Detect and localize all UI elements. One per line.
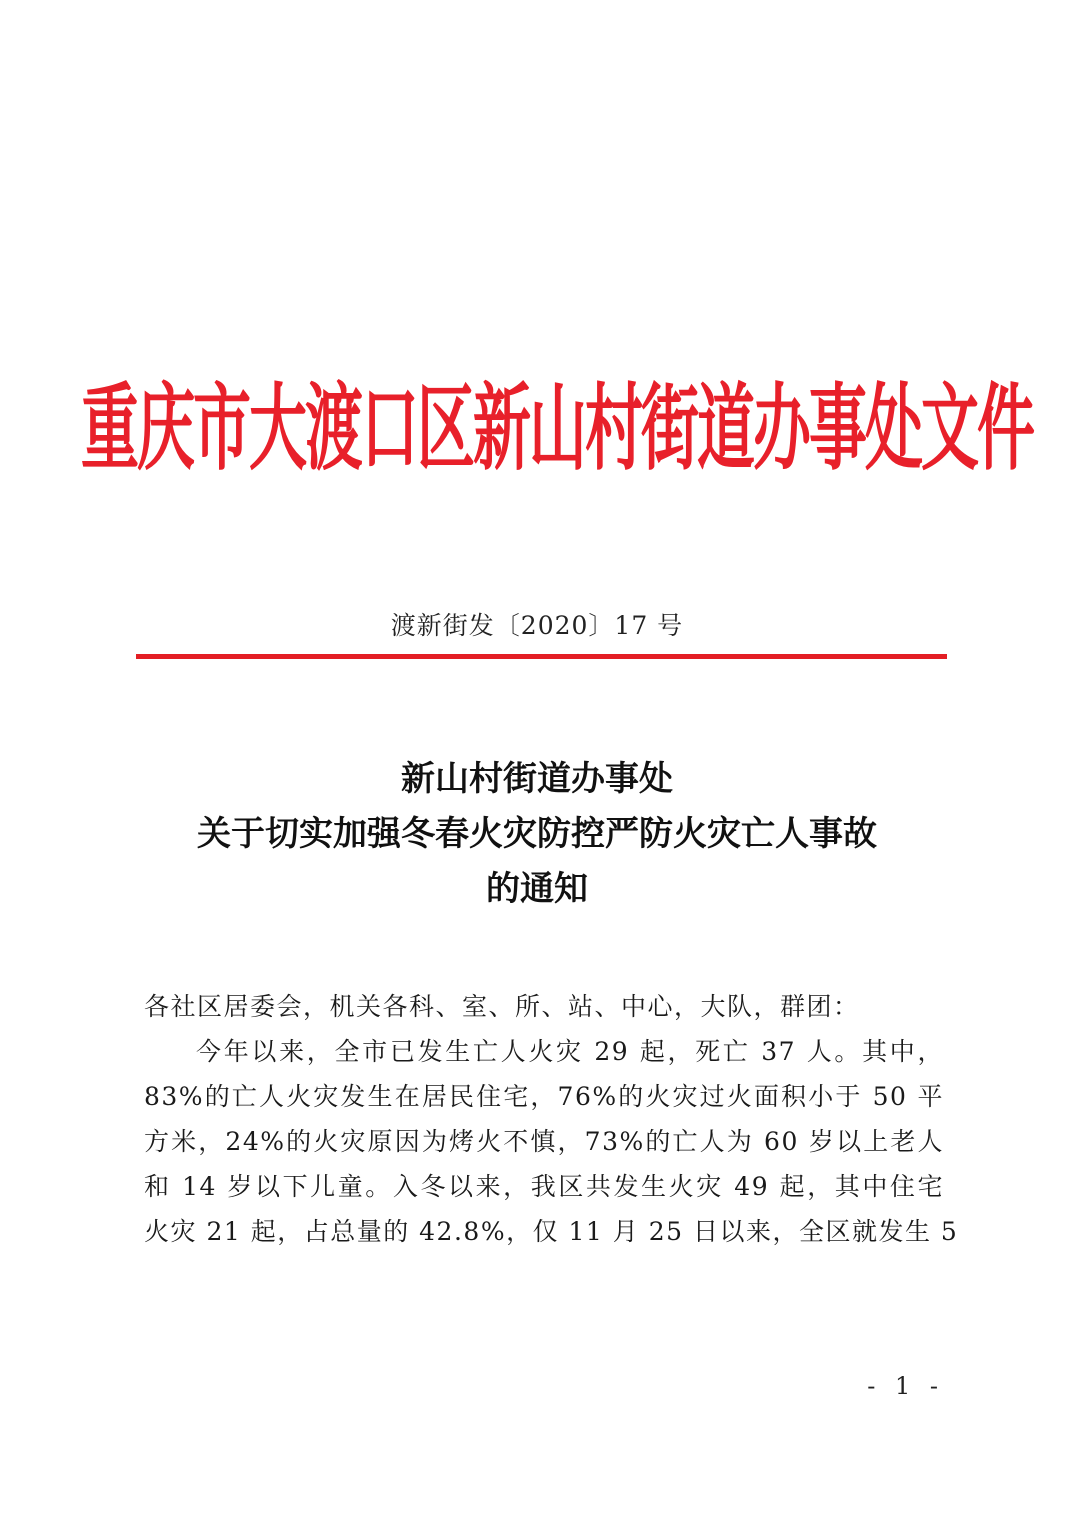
body-line-4: 和 14 岁以下儿童。入冬以来，我区共发生火灾 49 起，其中住宅 [144,1172,944,1201]
body-line-1: 今年以来，全市已发生亡人火灾 29 起，死亡 37 人。其中， [196,1037,944,1066]
title-line-1: 新山村街道办事处 [401,759,673,799]
body-line-2: 83%的亡人火灾发生在居民住宅，76%的火灾过火面积小于 50 平 [144,1082,944,1111]
addressee-line: 各社区居委会，机关各科、室、所、站、中心，大队，群团： [144,992,860,1021]
document-body [144,984,959,1254]
title-line-2: 关于切实加强冬春火灾防控严防火灾亡人事故 [197,814,877,854]
red-divider-line [136,654,947,659]
body-line-5: 火灾 21 起，占总量的 42.8%，仅 11 月 25 日以来，全区就发生 5 [144,1217,959,1246]
document-title [0,752,1074,917]
body-line-3: 方米，24%的火灾原因为烤火不慎，73%的亡人为 60 岁以上老人 [144,1127,944,1156]
document-masthead [81,350,1034,490]
masthead-text: 重庆市大渡口区新山村街道办事处文件 [81,373,1034,484]
page-number: - 1 - [867,1372,944,1400]
title-line-3: 的通知 [486,869,588,909]
document-number: 渡新街发〔2020〕17 号 [390,611,684,640]
